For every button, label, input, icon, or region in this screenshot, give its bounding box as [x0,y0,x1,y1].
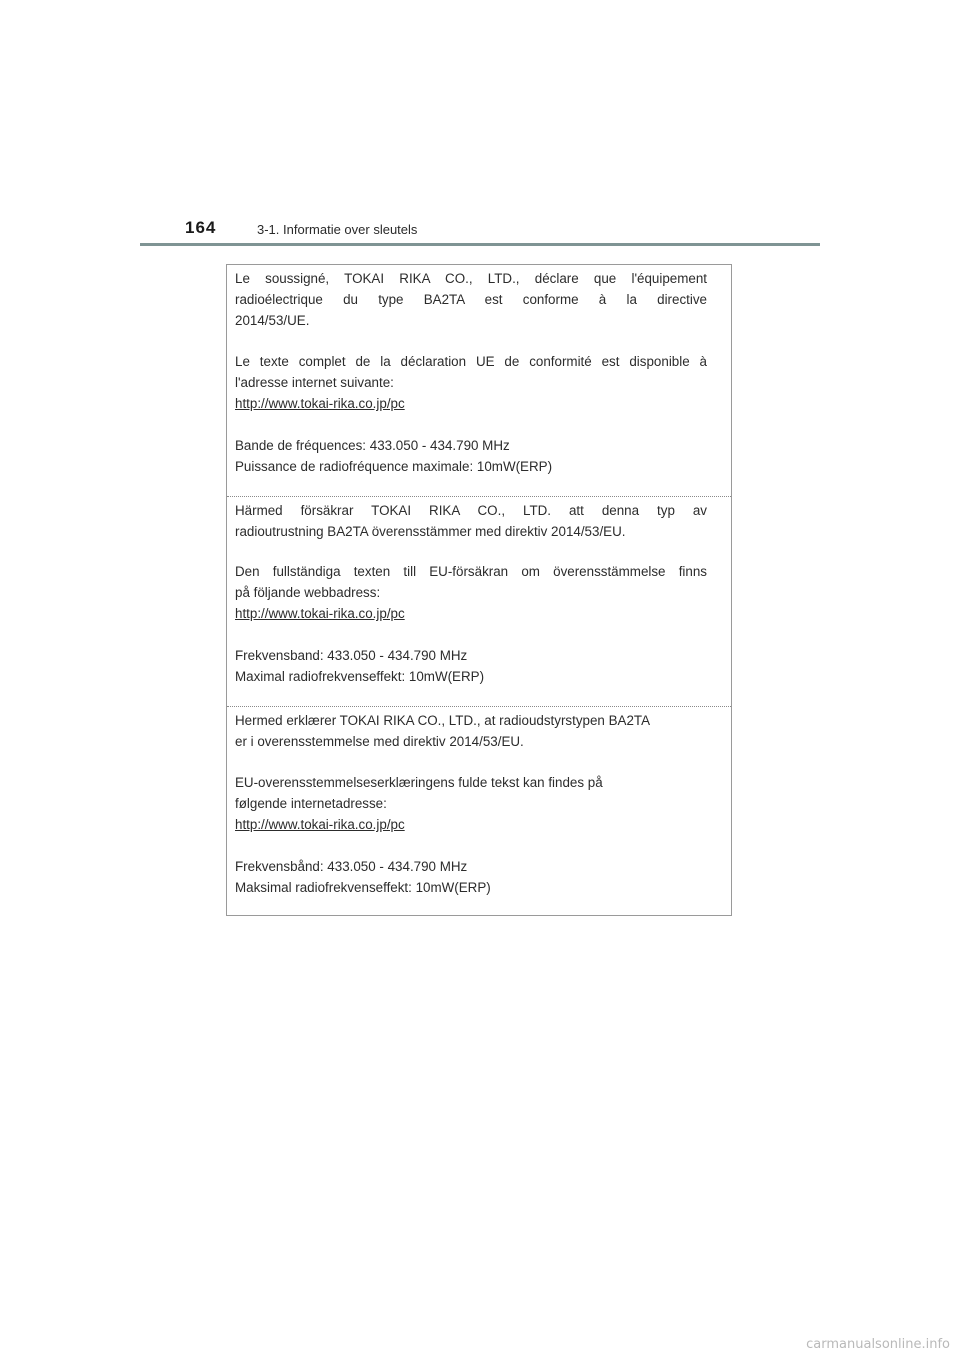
watermark: carmanualsonline.info [806,1337,950,1352]
text-line: Puissance de radiofréquence maximale: 10mW(ERP) [235,459,553,474]
text-line: EU-overensstemmelseserklæringens fulde tekst kan findes på [235,775,603,790]
text-line: Le soussigné, TOKAI RIKA CO., LTD., déclare que l'équipement [235,271,707,286]
declaration-box [226,264,732,916]
text-line: radioélectrique du type BA2TA est conforme à la directive [235,292,707,307]
declaration-link[interactable]: http://www.tokai-rika.co.jp/pc [235,606,405,621]
text-line: Frekvensband: 433.050 - 434.790 MHz [235,648,468,663]
text-line: l'adresse internet suivante: [235,375,394,390]
text-line: Frekvensbånd: 433.050 - 434.790 MHz [235,859,468,874]
text-line: følgende internetadresse: [235,796,387,811]
text-line: 2014/53/UE. [235,313,310,328]
section-divider [227,496,731,497]
text-line: Hermed erklærer TOKAI RIKA CO., LTD., at radioudstyrstypen BA2TA [235,713,651,728]
declaration-link[interactable]: http://www.tokai-rika.co.jp/pc [235,817,405,832]
text-line: Le texte complet de la déclaration UE de conformité est disponible à [235,354,707,369]
declaration-link[interactable]: http://www.tokai-rika.co.jp/pc [235,396,405,411]
section-divider [227,706,731,707]
section-title: 3-1. Informatie over sleutels [257,222,418,237]
text-line: Bande de fréquences: 433.050 - 434.790 MHz [235,438,510,453]
text-line: Maksimal radiofrekvenseffekt: 10mW(ERP) [235,880,491,895]
text-line: Härmed försäkrar TOKAI RIKA CO., LTD. att denna typ av [235,503,707,518]
text-line: Maximal radiofrekvenseffekt: 10mW(ERP) [235,669,485,684]
header-rule [140,243,820,246]
text-line: radioutrustning BA2TA överensstämmer med direktiv 2014/53/EU. [235,524,626,539]
text-line: Den fullständiga texten till EU-försäkran om överensstämmelse finns [235,564,707,579]
text-line: er i overensstemmelse med direktiv 2014/53/EU. [235,734,524,749]
text-line: på följande webbadress: [235,585,381,600]
page-header [140,218,820,248]
page-number: 164 [185,218,217,237]
